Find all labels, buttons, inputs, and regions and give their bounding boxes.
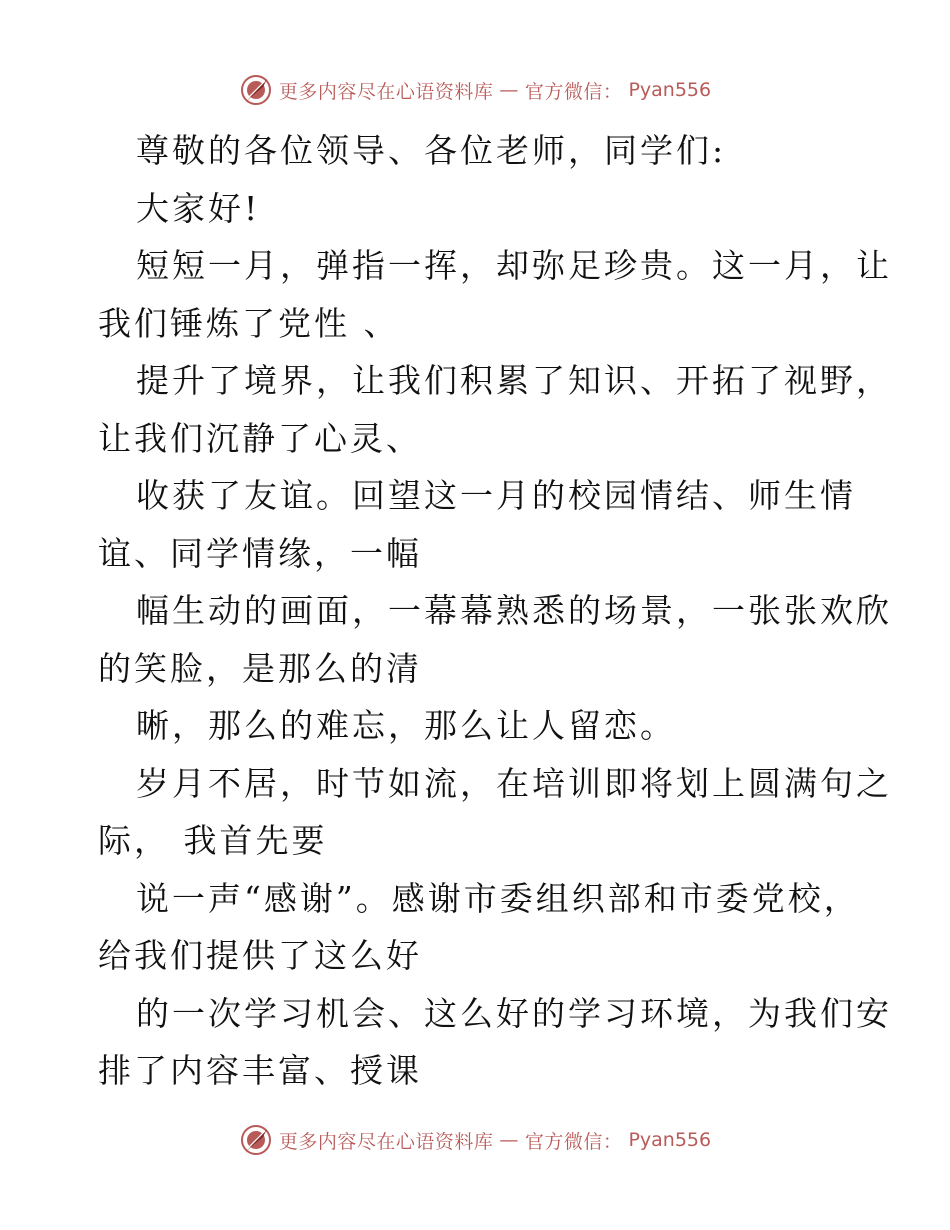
quill-logo-icon xyxy=(239,73,273,107)
body-line: 我们锤炼了党性 、 xyxy=(98,303,400,343)
banner-dash: — xyxy=(499,79,519,101)
banner-wechat-id: Pyan556 xyxy=(628,1129,712,1151)
body-line: 收获了友谊。回望这一月的校园情结、师生情 xyxy=(136,476,856,515)
body-line: 让我们沉静了心灵、 xyxy=(98,418,422,458)
body-line: 短短一月，弹指一挥，却弥足珍贵。这一月，让 xyxy=(136,246,892,285)
body-line: 给我们提供了这么好 xyxy=(98,936,422,975)
footer-banner xyxy=(0,1120,950,1160)
banner-wechat-label: 官方微信： xyxy=(524,1130,623,1153)
body-line: 晰，那么的难忘，那么让人留恋。 xyxy=(136,706,676,745)
body-line: 说一声“感谢”。感谢市委组织部和市委党校， xyxy=(136,878,860,918)
banner-wechat-label: 官方微信： xyxy=(524,80,623,103)
body-line: 尊敬的各位领导、各位老师，同学们: xyxy=(136,131,727,170)
body-line: 幅生动的画面，一幕幕熟悉的场景，一张张欢欣 xyxy=(136,591,892,630)
header-banner xyxy=(0,70,950,110)
body-line: 大家好! xyxy=(136,188,261,228)
body-line: 谊、同学情缘，一幅 xyxy=(98,533,422,573)
banner-dash: — xyxy=(499,1129,519,1151)
body-line: 岁月不居，时节如流，在培训即将划上圆满句之 xyxy=(136,763,892,803)
banner-site-text: 更多内容尽在心语资料库 xyxy=(278,1130,494,1153)
body-line: 排了内容丰富、授课 xyxy=(98,1051,422,1090)
banner-wechat-id: Pyan556 xyxy=(628,79,712,101)
body-line: 的一次学习机会、这么好的学习环境，为我们安 xyxy=(136,993,892,1033)
body-line: 提升了境界，让我们积累了知识、开拓了视野， xyxy=(136,361,892,400)
quill-logo-icon xyxy=(239,1123,273,1157)
body-line: 际， 我首先要 xyxy=(98,821,328,860)
document-body xyxy=(98,122,892,1100)
body-line: 的笑脸，是那么的清 xyxy=(98,648,422,688)
banner-site-text: 更多内容尽在心语资料库 xyxy=(278,80,494,103)
